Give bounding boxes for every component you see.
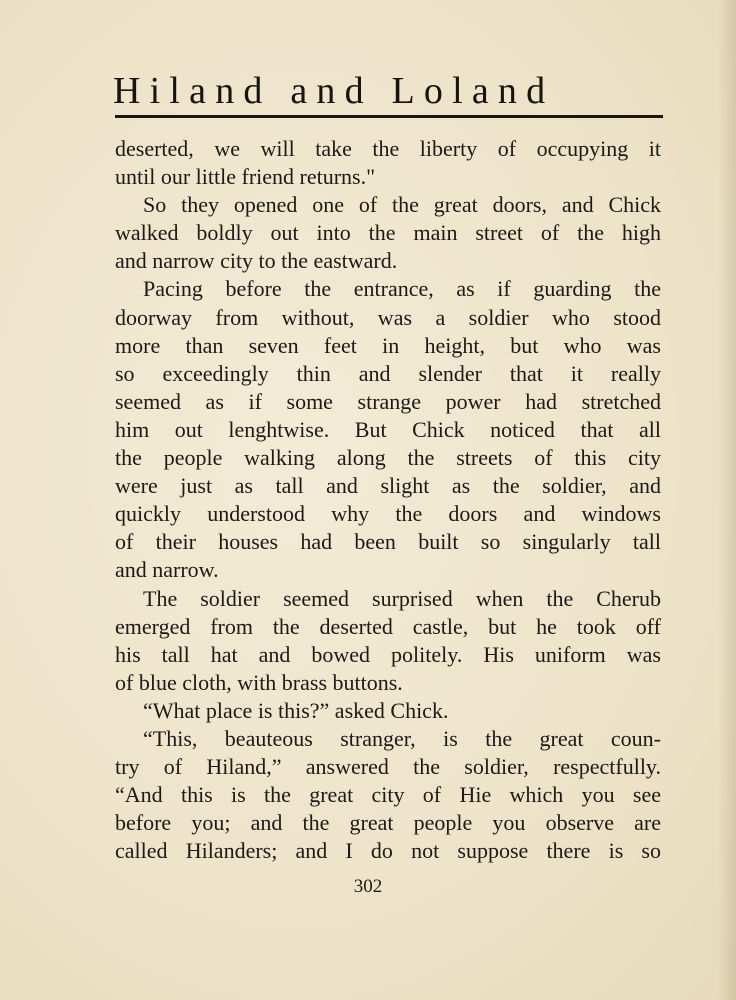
text-line: “And this is the great city of Hie which you see — [115, 782, 661, 808]
text-line: so exceedingly thin and slender that it really — [115, 360, 661, 386]
page-edge-shadow — [718, 0, 736, 1000]
text-line: emerged from the deserted castle, but he took off — [115, 613, 661, 639]
text-line: doorway from without, was a soldier who stood — [115, 304, 661, 330]
text-line: the people walking along the streets of this city — [115, 445, 661, 471]
header-rule — [115, 115, 663, 118]
running-head-title: Hiland and Loland — [113, 70, 555, 112]
paragraph-2 — [115, 191, 661, 275]
text-line: of their houses had been built so singularly tall — [115, 529, 661, 555]
text-line: his tall hat and bowed politely. His uniform was — [115, 641, 661, 667]
text-line: try of Hiland,” answered the soldier, respectfully. — [115, 754, 661, 780]
page-number: 302 — [353, 876, 383, 897]
paragraph-4 — [115, 585, 661, 697]
text-line: “This, beauteous stranger, is the great coun- — [143, 725, 661, 751]
text-line: and narrow city to the eastward. — [115, 248, 398, 274]
text-line: “What place is this?” asked Chick. — [143, 697, 449, 723]
text-line: quickly understood why the doors and windows — [115, 501, 661, 527]
paragraph-6 — [115, 725, 661, 865]
text-line: and narrow. — [115, 557, 219, 583]
text-line: seemed as if some strange power had stretched — [115, 388, 661, 414]
paragraph-5 — [115, 697, 661, 725]
text-line: So they opened one of the great doors, and Chick — [143, 192, 661, 218]
paragraph-3 — [115, 275, 661, 584]
text-line: deserted, we will take the liberty of occupying it — [115, 136, 661, 161]
text-line: until our little friend returns." — [115, 164, 376, 190]
text-line: The soldier seemed surprised when the Cherub — [143, 585, 661, 611]
paragraph-1 — [115, 135, 661, 191]
text-line: walked boldly out into the main street of the high — [115, 220, 661, 246]
body-text — [115, 135, 661, 865]
text-line: before you; and the great people you observe are — [115, 810, 661, 836]
text-line: called Hilanders; and I do not suppose there is so — [115, 838, 661, 864]
text-line: were just as tall and slight as the soldier, and — [115, 473, 661, 499]
text-line: him out lenghtwise. But Chick noticed that all — [115, 416, 661, 442]
text-line: of blue cloth, with brass buttons. — [115, 669, 403, 695]
text-line: Pacing before the entrance, as if guarding the — [143, 276, 661, 302]
text-line: more than seven feet in height, but who was — [115, 332, 661, 358]
